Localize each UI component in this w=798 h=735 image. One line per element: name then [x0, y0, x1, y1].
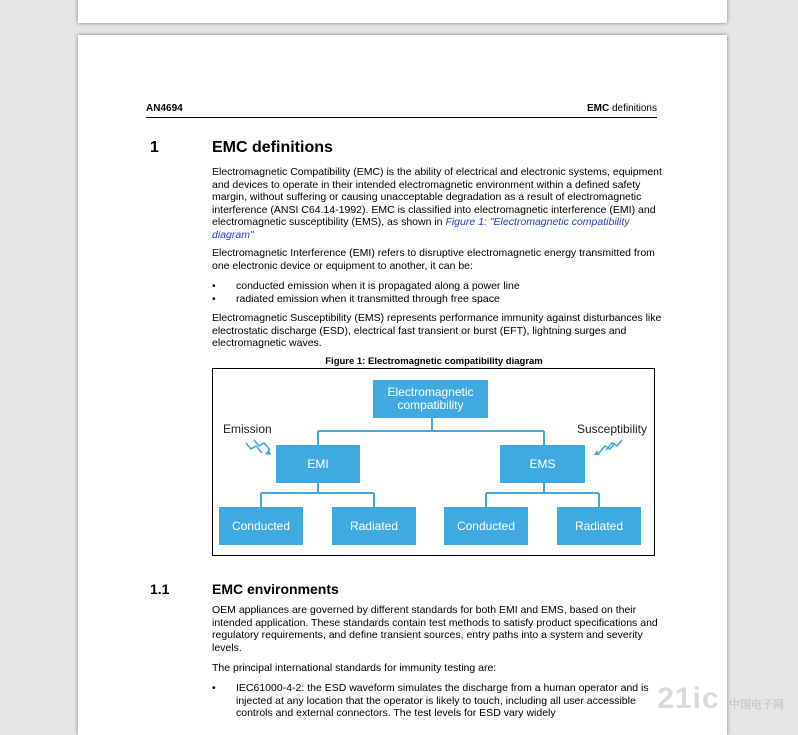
section-number: 1	[150, 139, 159, 156]
subsection-number: 1.1	[150, 581, 170, 597]
section-title: EMC definitions	[212, 139, 333, 156]
diagram-node-ems-conducted: Conducted	[444, 507, 528, 545]
diagram-node-ems-radiated: Radiated	[557, 507, 641, 545]
previous-page	[78, 0, 727, 23]
diagram-node-ems: EMS	[500, 445, 585, 483]
diagram-node-emi-conducted: Conducted	[219, 507, 303, 545]
paragraph-emi: Electromagnetic Interference (EMI) refers to disruptive electromagnetic energy transmitted from one electronic device or equipment to another, it can be:	[212, 247, 655, 272]
figure-link[interactable]: Figure 1: "Electromagnetic compatibility diagram"	[212, 216, 630, 241]
running-header	[146, 103, 657, 118]
paragraph-emc: Electromagnetic Compatibility (EMC) is the ability of electrical and electronic systems, equipment and devices to operate in their intended electromagnetic environment within a defined safety margin, without suffering or causing unacceptable degradation as a result of electromagnetic interference (ANSI C64.14-1992). EMC is classified into electromagnetic interference (EMI) and electromagnetic susceptibility (EMS), as shown in Figure 1: "Electromagnetic compatibility diagram"	[212, 166, 662, 241]
emission-label: Emission	[223, 422, 272, 436]
emission-wave-icon	[246, 440, 271, 455]
emc-diagram	[212, 368, 655, 556]
document-page: AN4694 EMC definitions 1 EMC definitions Electromagnetic Compatibility (EMC) is the ability of electrical and electronic systems, equipment and devices to operate in their intended electromagnetic environment within a defined safety margin, without suffering or causing unacceptable degradation as a result of electromagnetic interference (ANSI C64.14-1992). EMC is classified into electromagnetic interference (EMI) and electromagnetic susceptibility (EMS), as shown in Figure 1: "Electromagnetic compatibility diagram" Electromagnetic Interference (EMI) refers to disruptive electromagnetic energy transmitted from one electronic device or equipment to another, it can be: • conducted emission when it is propagated along a power line • radiated emission when it transmitted through free space Electromagnetic Susceptibility (EMS) represents performance immunity against disturbances like electrostatic discharge (ESD), electrical fast transient or burst (EFT), lightning surges and electromagnetic waves. Figure 1: Electromagnetic compatibility diagram Electromagnetic compatibility Emission Susceptibility EMI EMS Conducted Radiated Conducted Radiated 1.1 EMC environments OEM appliances are governed by different standards for both EMI and EMS, based on their intended application. These standards contain test methods to satisfy product specifications and regulatory requirements, and define transient sources, entry paths into a system and severity levels. The principal international standards for immunity testing are: • IEC61000-4-2: the ESD waveform simulates the discharge from a human operator and is injected at any location that the operator is likely to touch, including all user accessible controls and external connectors. The test levels for ESD vary widely	[78, 35, 727, 735]
susceptibility-wave-icon	[594, 440, 622, 455]
figure-caption: Figure 1: Electromagnetic compatibility diagram	[325, 356, 543, 367]
watermark-logo: 21ic 中国电子网	[657, 682, 784, 715]
paragraph-standards-intro: The principal international standards for immunity testing are:	[212, 662, 497, 674]
header-section: EMC definitions	[586, 103, 657, 114]
subsection-title: EMC environments	[212, 581, 339, 597]
doc-id: AN4694	[146, 103, 183, 114]
diagram-node-emi: EMI	[276, 445, 360, 483]
paragraph-ems: Electromagnetic Susceptibility (EMS) represents performance immunity against disturbances like electrostatic discharge (ESD), electrical fast transient or burst (EFT), lightning surges and electromagnetic waves.	[212, 312, 662, 350]
diagram-node-emc: Electromagnetic compatibility	[373, 380, 488, 418]
susceptibility-label: Susceptibility	[576, 422, 647, 436]
paragraph-emc-environments: OEM appliances are governed by different standards for both EMI and EMS, based on their intended application. These standards contain test methods to satisfy product specifications and regulatory requirements, and define transient sources, entry paths into a system and severity levels.	[212, 604, 658, 654]
diagram-node-emi-radiated: Radiated	[332, 507, 416, 545]
